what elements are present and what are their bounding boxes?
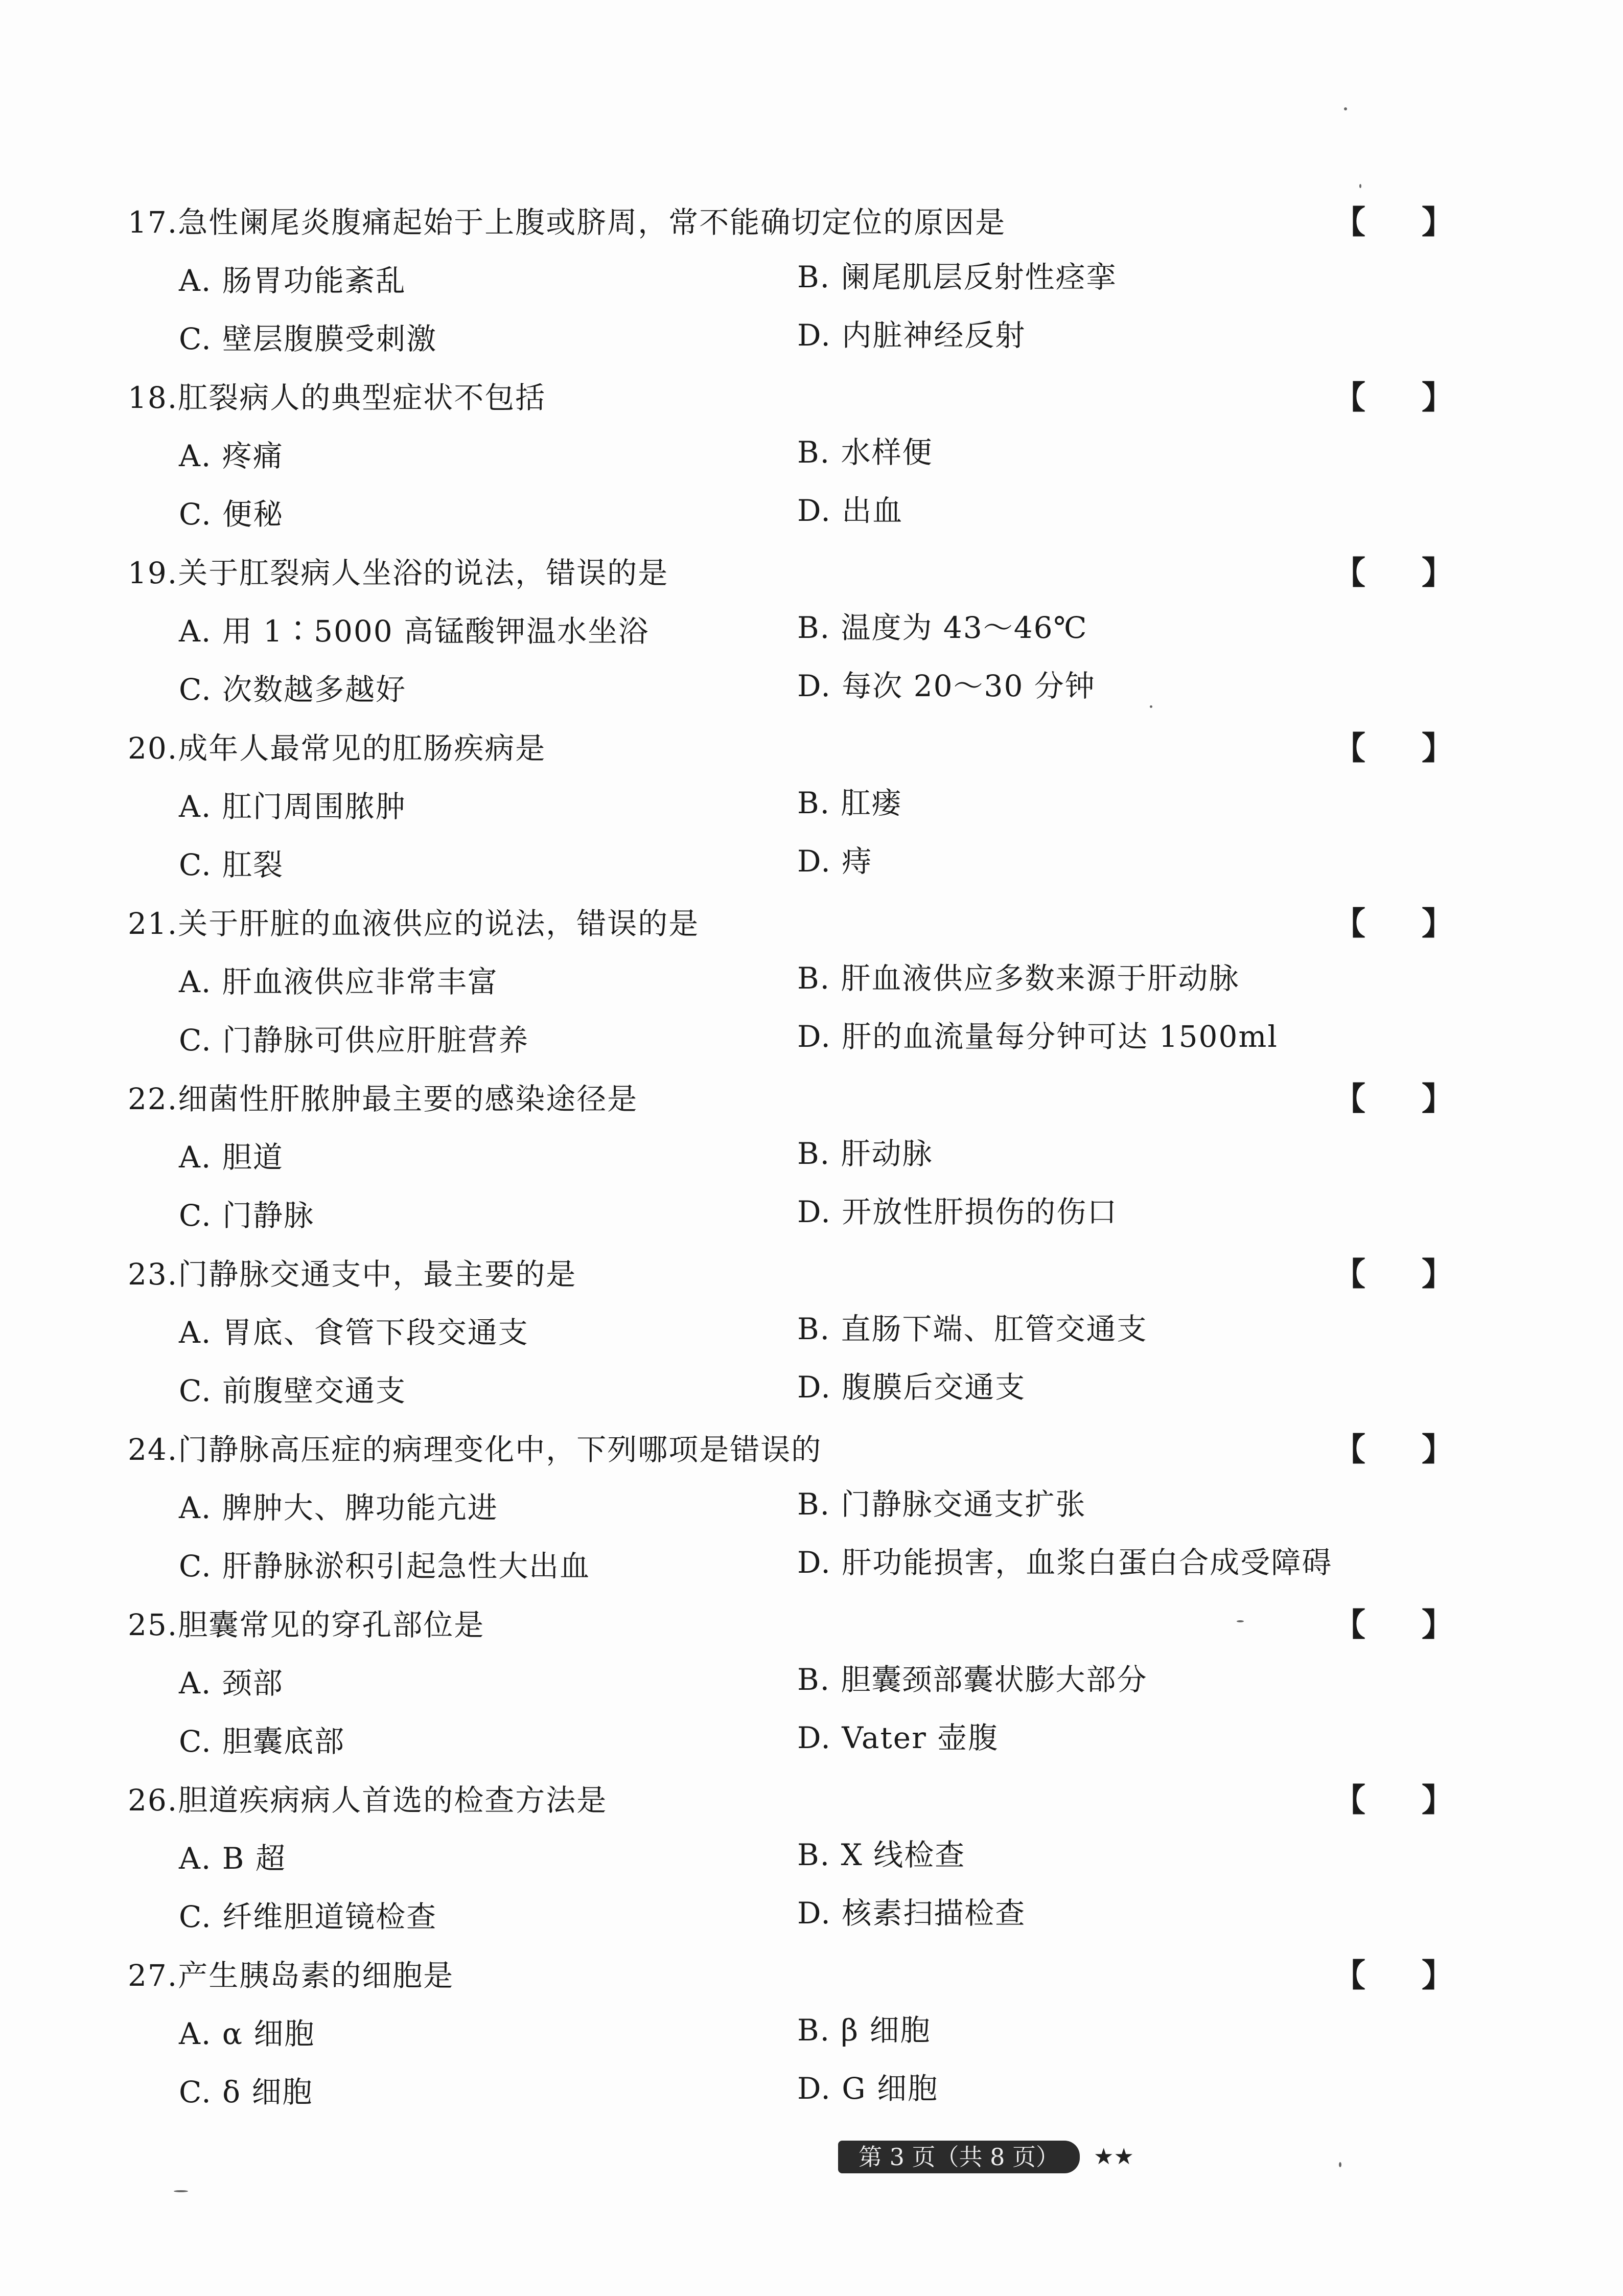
question-22 — [128, 1081, 1456, 1256]
question-stem: 20.成年人最常见的肛肠疾病是 — [128, 731, 546, 766]
question-stem: 23.门静脉交通支中，最主要的是 — [128, 1257, 577, 1292]
option-b: B. 阑尾肌层反射性痉挛 — [797, 260, 1117, 294]
option-b: B. 温度为 43～46℃ — [797, 610, 1088, 645]
scan-speck — [1359, 184, 1361, 188]
page-number-label: 第 3 页（共 8 页） — [838, 2141, 1080, 2173]
option-c: C. 纤维胆道镜检查 — [179, 1899, 437, 1934]
option-d: D. 痔 — [797, 844, 873, 879]
star-decoration-icon: ★★ — [1094, 2144, 1134, 2170]
bracket-left: 【 — [1334, 1080, 1366, 1117]
option-d: D. Vater 壶腹 — [797, 1720, 999, 1755]
answer-bracket — [1334, 1081, 1453, 1117]
question-21 — [128, 906, 1456, 1081]
question-23 — [128, 1256, 1456, 1432]
option-d: D. 腹膜后交通支 — [797, 1370, 1026, 1405]
bracket-right: 】 — [1422, 554, 1454, 591]
option-c: C. 便秘 — [179, 497, 284, 532]
scan-speck — [1344, 107, 1347, 110]
answer-bracket — [1334, 1782, 1453, 1818]
bracket-left: 【 — [1334, 554, 1366, 591]
bracket-left: 【 — [1334, 203, 1366, 241]
bracket-right: 】 — [1422, 1781, 1454, 1819]
answer-bracket — [1334, 730, 1453, 766]
bracket-right: 】 — [1422, 203, 1454, 241]
question-27 — [128, 1958, 1456, 2133]
question-stem: 25.胆囊常见的穿孔部位是 — [128, 1608, 485, 1642]
option-a: A. B 超 — [179, 1841, 286, 1876]
question-stem: 26.胆道疾病病人首选的检查方法是 — [128, 1783, 608, 1818]
bracket-left: 【 — [1334, 1255, 1366, 1293]
answer-bracket — [1334, 1958, 1453, 1993]
bracket-right: 】 — [1422, 1606, 1454, 1643]
question-26 — [128, 1782, 1456, 1958]
option-c: C. 肛裂 — [179, 847, 284, 882]
option-c: C. 肝静脉淤积引起急性大出血 — [179, 1549, 591, 1583]
bracket-right: 】 — [1422, 1080, 1454, 1117]
bracket-left: 【 — [1334, 729, 1366, 767]
option-c: C. 次数越多越好 — [179, 672, 407, 707]
question-stem: 17.急性阑尾炎腹痛起始于上腹或脐周，常不能确切定位的原因是 — [128, 205, 1006, 240]
scan-speck — [1150, 705, 1152, 708]
bracket-left: 【 — [1334, 1781, 1366, 1819]
answer-bracket — [1334, 1256, 1453, 1292]
question-18 — [128, 380, 1456, 555]
bracket-right: 】 — [1422, 729, 1454, 767]
option-b: B. 肝血液供应多数来源于肝动脉 — [797, 961, 1240, 996]
option-b: B. 肝动脉 — [797, 1136, 933, 1171]
question-17 — [128, 204, 1456, 380]
option-d: D. G 细胞 — [797, 2071, 939, 2106]
question-25 — [128, 1607, 1456, 1782]
bracket-left: 【 — [1334, 1957, 1366, 1994]
answer-bracket — [1334, 1607, 1453, 1643]
question-stem: 27.产生胰岛素的细胞是 — [128, 1958, 454, 1993]
answer-bracket — [1334, 906, 1453, 942]
option-a: A. α 细胞 — [179, 2016, 315, 2051]
scan-speck — [1237, 1620, 1244, 1622]
option-d: D. 肝功能损害，血浆白蛋白合成受障碍 — [797, 1545, 1333, 1580]
option-c: C. 门静脉可供应肝脏营养 — [179, 1023, 529, 1058]
option-a: A. 肛门周围脓肿 — [179, 789, 406, 824]
option-b: B. 水样便 — [797, 435, 933, 470]
option-c: C. 壁层腹膜受刺激 — [179, 322, 437, 356]
bracket-right: 】 — [1422, 379, 1454, 416]
question-list — [128, 204, 1456, 2133]
bracket-left: 【 — [1334, 1606, 1366, 1643]
question-stem: 19.关于肛裂病人坐浴的说法，错误的是 — [128, 556, 669, 590]
option-d: D. 开放性肝损伤的伤口 — [797, 1195, 1118, 1229]
bracket-left: 【 — [1334, 1431, 1366, 1468]
option-b: B. X 线检查 — [797, 1838, 966, 1872]
question-stem: 21.关于肝脏的血液供应的说法，错误的是 — [128, 906, 700, 941]
scan-speck — [1339, 2162, 1341, 2167]
option-b: B. 门静脉交通支扩张 — [797, 1487, 1086, 1522]
option-a: A. 肠胃功能紊乱 — [179, 263, 406, 298]
option-b: B. 直肠下端、肛管交通支 — [797, 1312, 1148, 1346]
question-20 — [128, 730, 1456, 906]
answer-bracket — [1334, 555, 1453, 591]
question-19 — [128, 555, 1456, 730]
bracket-right: 】 — [1422, 1431, 1454, 1468]
scan-speck — [174, 2190, 188, 2192]
option-a: A. 疼痛 — [179, 439, 284, 473]
option-d: D. 内脏神经反射 — [797, 318, 1026, 353]
option-a: A. 胃底、食管下段交通支 — [179, 1315, 529, 1350]
question-stem: 24.门静脉高压症的病理变化中，下列哪项是错误的 — [128, 1432, 822, 1467]
option-c: C. 胆囊底部 — [179, 1724, 345, 1759]
question-stem: 22.细菌性肝脓肿最主要的感染途径是 — [128, 1082, 638, 1116]
option-d: D. 出血 — [797, 493, 903, 528]
answer-bracket — [1334, 1432, 1453, 1467]
option-d: D. 核素扫描检查 — [797, 1896, 1026, 1931]
bracket-right: 】 — [1422, 1255, 1454, 1293]
bracket-right: 】 — [1422, 1957, 1454, 1994]
option-a: A. 肝血液供应非常丰富 — [179, 965, 498, 999]
answer-bracket — [1334, 380, 1453, 416]
option-c: C. 门静脉 — [179, 1198, 315, 1233]
option-c: C. δ 细胞 — [179, 2075, 313, 2109]
question-24 — [128, 1432, 1456, 1607]
question-stem: 18.肛裂病人的典型症状不包括 — [128, 380, 546, 415]
option-d: D. 肝的血流量每分钟可达 1500ml — [797, 1019, 1278, 1054]
option-c: C. 前腹壁交通支 — [179, 1373, 407, 1408]
answer-bracket — [1334, 204, 1453, 240]
bracket-left: 【 — [1334, 905, 1366, 942]
option-d: D. 每次 20～30 分钟 — [797, 669, 1096, 703]
option-a: A. 脾肿大、脾功能亢进 — [179, 1490, 498, 1525]
option-b: B. 肛瘘 — [797, 786, 902, 820]
option-b: B. β 细胞 — [797, 2013, 931, 2048]
option-a: A. 用 1∶5000 高锰酸钾温水坐浴 — [179, 614, 650, 649]
bracket-left: 【 — [1334, 379, 1366, 416]
option-b: B. 胆囊颈部囊状膨大部分 — [797, 1662, 1148, 1697]
option-a: A. 胆道 — [179, 1140, 284, 1175]
bracket-right: 】 — [1422, 905, 1454, 942]
option-a: A. 颈部 — [179, 1666, 284, 1701]
